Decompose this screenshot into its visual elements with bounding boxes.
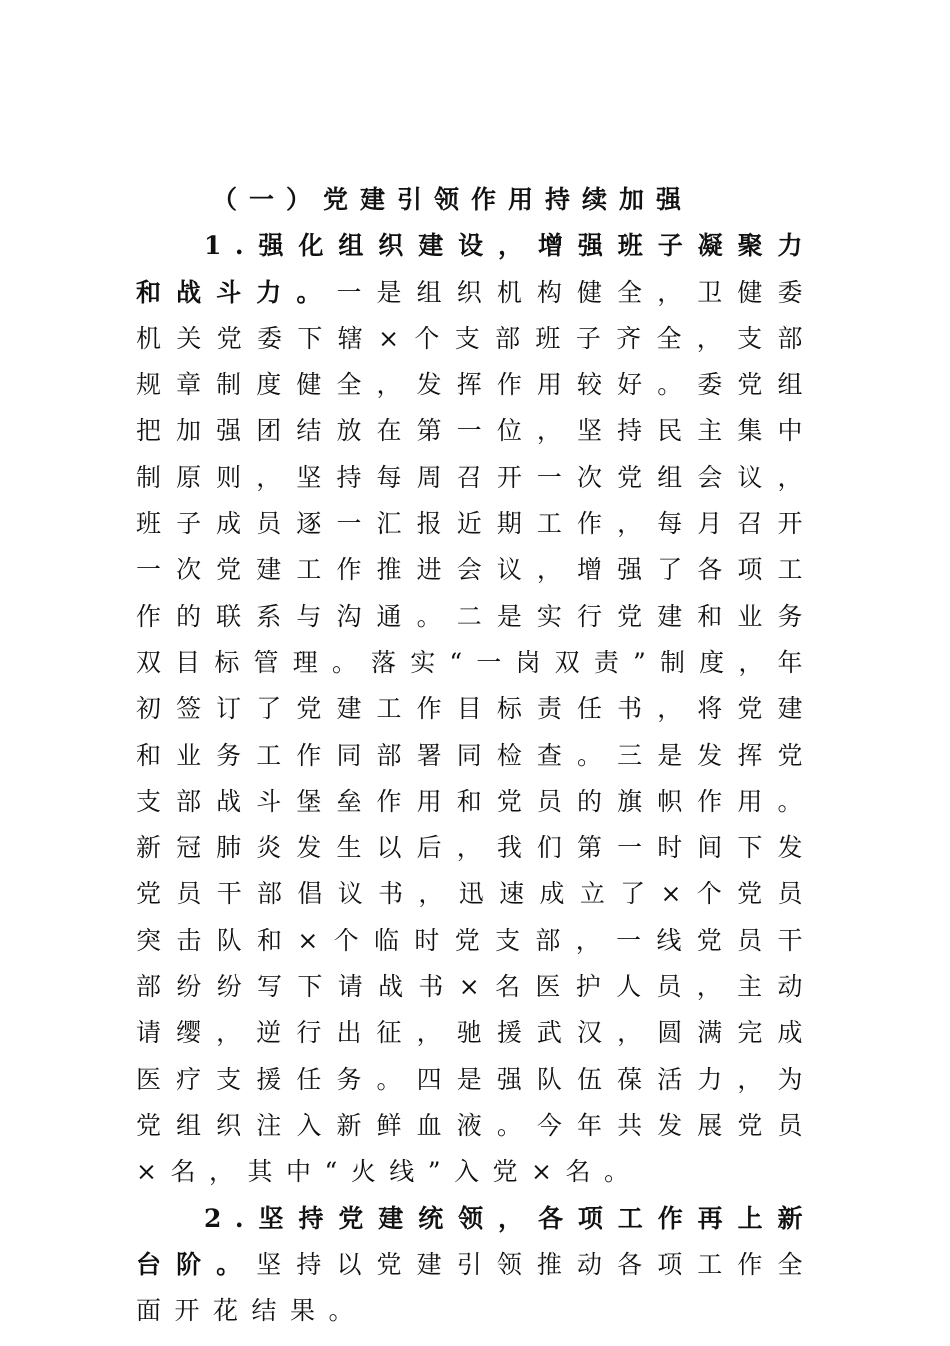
document-body: [136, 177, 816, 1334]
paragraph-1-lead: 1.强化组织建设，增强班子凝聚力和战斗力。: [136, 231, 816, 307]
paragraph-1: [136, 223, 816, 1195]
paragraph-1-body: 一是组织机构健全，卫健委机关党委下辖×个支部班子齐全，支部规章制度健全，发挥作用较好。委党组把加强团结放在第一位，坚持民主集中制原则，坚持每周召开一次党组会议，班子成员逐一汇报近期工作，每月召开一次党建工作推进会议，增强了各项工作的联系与沟通。二是实行党建和业务双目标管理。落实“一岗双责”制度，年初签订了党建工作目标责任书，将党建和业务工作同部署同检查。三是发挥党支部战斗堡垒作用和党员的旗帜作用。新冠肺炎发生以后，我们第一时间下发党员干部倡议书，迅速成立了×个党员突击队和×个临时党支部，一线党员干部纷纷写下请战书×名医护人员，主动请缨，逆行出征，驰援武汉，圆满完成医疗支援任务。四是强队伍葆活力，为党组织注入新鲜血液。今年共发展党员×名，其中“火线”入党×名。: [136, 277, 816, 1187]
paragraph-2-lead: 2.坚持党建统领，各项工作再上新台阶。: [136, 1203, 816, 1279]
paragraph-2-body: 坚持以党建引领推动各项工作全面开花结果。: [136, 1249, 816, 1326]
paragraph-2: [136, 1196, 816, 1335]
section-heading: （一）党建引领作用持续加强: [212, 185, 694, 214]
